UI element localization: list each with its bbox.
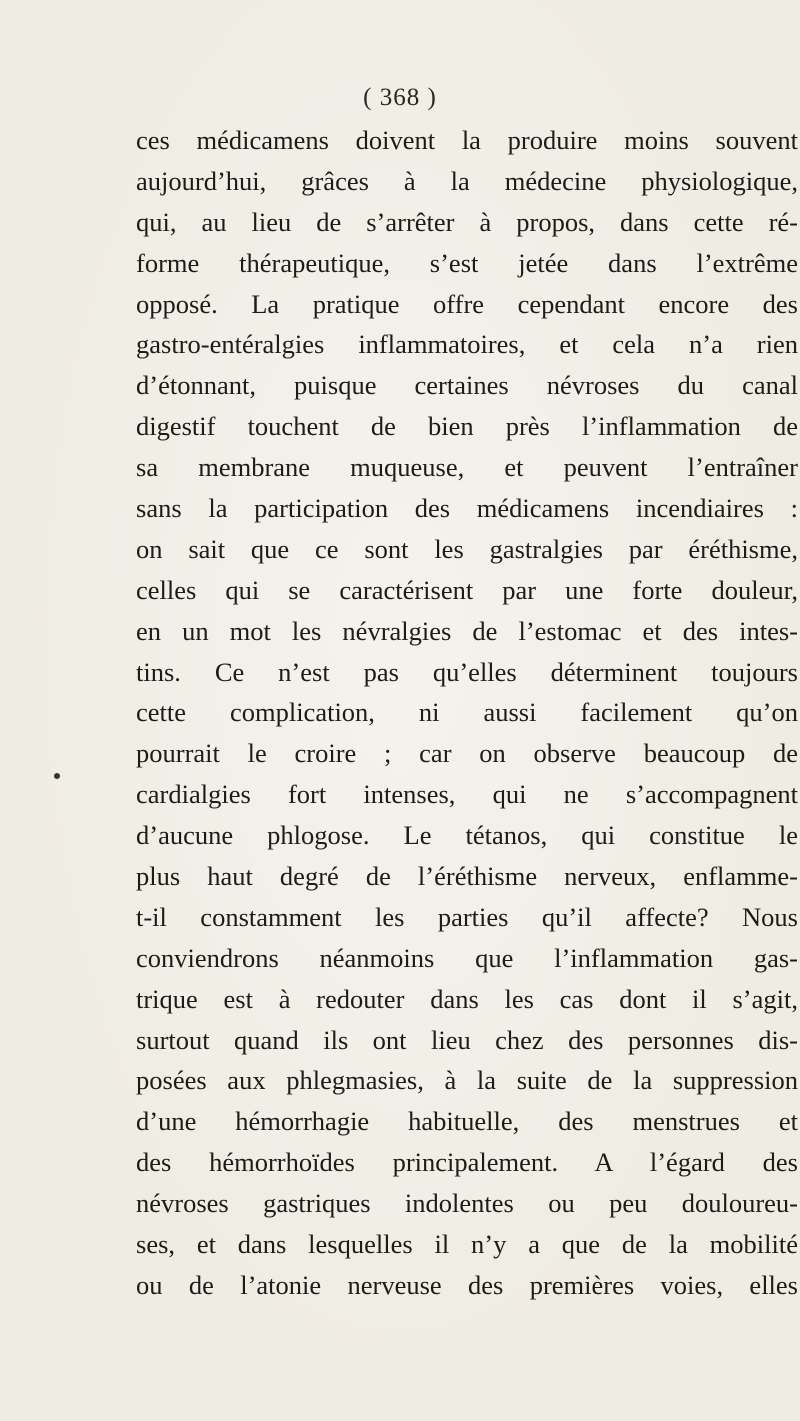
text-line: d’aucune phlogose. Le tétanos, qui constitue le <box>136 820 798 851</box>
text-line: d’une hémorrhagie habituelle, des menstrues et <box>136 1106 798 1137</box>
text-line: celles qui se caractérisent par une forte douleur, <box>136 574 798 605</box>
text-line: des hémorrhoïdes principalement. A l’égard des <box>136 1147 798 1178</box>
text-line: ou de l’atonie nerveuse des premières voies, elles <box>136 1269 798 1300</box>
text-line: plus haut degré de l’éréthisme nerveux, enflamme- <box>136 861 798 892</box>
text-line: ces médicamens doivent la produire moins souvent <box>136 125 798 155</box>
text-line: d’étonnant, puisque certaines névroses du canal <box>136 370 798 401</box>
text-line: conviendrons néanmoins que l’inflammation gas- <box>136 942 798 973</box>
text-line: forme thérapeutique, s’est jetée dans l’extrême <box>136 247 798 278</box>
text-line: pourrait le croire ; car on observe beaucoup de <box>136 738 798 769</box>
text-line: tins. Ce n’est pas qu’elles déterminent toujours <box>136 656 798 687</box>
text-line: névroses gastriques indolentes ou peu douloureu- <box>136 1188 798 1219</box>
text-line: cette complication, ni aussi facilement qu’on <box>136 697 798 728</box>
text-line: posées aux phlegmasies, à la suite de la suppression <box>136 1065 798 1096</box>
text-line: on sait que ce sont les gastralgies par éréthisme, <box>136 533 798 564</box>
text-line: opposé. La pratique offre cependant encore des <box>136 288 798 319</box>
text-line: gastro-entéralgies inflammatoires, et cela n’a rien <box>136 329 798 360</box>
text-line: en un mot les névralgies de l’estomac et des intes- <box>136 615 798 646</box>
text-line: sa membrane muqueuse, et peuvent l’entraîner <box>136 452 798 483</box>
text-line: ses, et dans lesquelles il n’y a que de la mobilité <box>136 1229 798 1260</box>
text-line: cardialgies fort intenses, qui ne s’accompagnent <box>136 779 798 810</box>
text-line: qui, au lieu de s’arrêter à propos, dans cette ré- <box>136 206 798 237</box>
page-number: ( 368 ) <box>363 84 437 111</box>
text-line: t-il constamment les parties qu’il affecte? Nous <box>136 901 798 932</box>
ink-speck <box>54 773 60 779</box>
text-line: digestif touchent de bien près l’inflammation de <box>136 411 798 442</box>
text-line: aujourd’hui, grâces à la médecine physiologique, <box>136 165 798 196</box>
text-line: trique est à redouter dans les cas dont il s’agit, <box>136 983 798 1014</box>
text-line: sans la participation des médicamens incendiaires : <box>136 493 798 524</box>
text-line: surtout quand ils ont lieu chez des personnes dis- <box>136 1024 798 1055</box>
body-text <box>136 120 798 1306</box>
